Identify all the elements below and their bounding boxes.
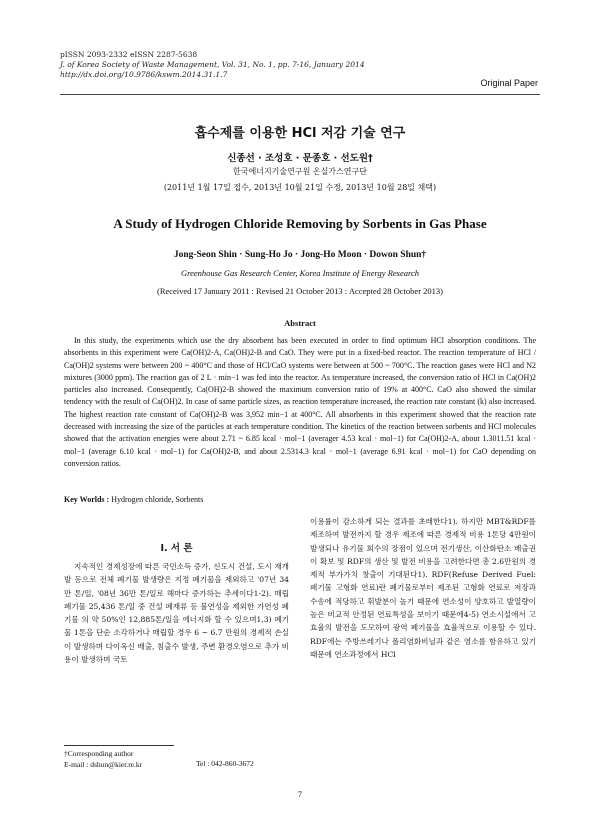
- keywords-value: Hydrogen chloride, Sorbents: [111, 495, 204, 504]
- page-number: 7: [298, 790, 302, 799]
- korean-authors: 신종선 · 조성호 · 문종호 · 선도원†: [227, 153, 373, 164]
- author-email[interactable]: E-mail : dshun@kier.re.kr: [64, 760, 143, 769]
- keywords-label: Key Worlds :: [64, 495, 110, 504]
- issn: pISSN 2093-2332 eISSN 2287-5638: [60, 50, 198, 59]
- english-dates: (Received 17 January 2011 : Revised 21 October 2013 : Accepted 28 October 2013): [156, 286, 443, 296]
- korean-title: 흡수제를 이용한 HCl 저감 기술 연구: [194, 126, 406, 141]
- korean-dates: (2011년 1월 17일 접수, 2013년 10월 21일 수정, 2013년 10월 28일 채택): [163, 183, 437, 192]
- korean-affiliation: 한국에너지기술연구원 온실가스연구단: [233, 167, 367, 176]
- english-affiliation: Greenhouse Gas Research Center, Korea Institute of Energy Research: [180, 268, 420, 278]
- footnote: [64, 748, 142, 770]
- author-tel: Tel : 042-860-3672: [196, 759, 254, 768]
- body-text-left: 지속적인 경제성장에 따른 국민소득 증가, 신도시 건설, 도시 재개발 등으로 전체 폐기물 발생량은 지정 폐기물을 제외하고 '07년 34만 톤/일, '08년 36만 톤/일로 해마다 증가하는 추세이다1-2). 매립폐기물 25,436 톤/일 중 건설 폐재류 등 불연성을 제외한 가연성 폐기물 의 약 50%인 12,885톤/일을 에너지화 할 수 있으며1,3) 폐기물 1톤을 단순 소각하거나 매립할 경우 6 ~ 6.7 만원의 경제적 손실이 발생하며 다이옥신 배출, 침출수 발생, 주변 환경오염으로 추가 비용이 발생하며 국토: [64, 562, 289, 665]
- section-heading: I. 서 론: [160, 543, 193, 554]
- english-title: A Study of Hydrogen Chloride Removing by Sorbents in Gas Phase: [113, 216, 487, 231]
- header-divider: [60, 94, 540, 95]
- keywords: [64, 495, 203, 504]
- corresponding-author: †Corresponding author: [64, 749, 134, 758]
- footnote-divider: [64, 745, 174, 746]
- doi-link[interactable]: http://dx.doi.org/10.9786/kswm.2014.31.1.7: [60, 70, 228, 79]
- abstract-heading: Abstract: [284, 318, 316, 328]
- abstract-text: In this study, the experiments which use the dry absorbent has been executed in order to find optimum HCl absorption conditions. The absorbents in this experiment were Ca(OH)2-A, Ca(OH)2-B and CaO. They were put in a fixed-bed reactor. The reaction temperature of HCl / Ca(OH)2 systems were between 200 ~ 400°C and those of HCl/CaO systems were between at 500 ~ 700°C. The reaction gases were HCl and N2 mixtures (3000 ppm). The reaction gas of 2 L · min−1 was fed into the reactor. As temperature increased, the conversion ratio of HCl in Ca(OH)2 particles also increased. Consequently, Ca(OH)2-B showed the maximum conversion ratio of 19% at 400°C. CaO also showed the similar tendency with the result of Ca(OH)2. In case of same particle sizes, as reaction temperature increased, the reaction rate constant (k) also increased. The highest reaction rate constant of Ca(OH)2-B was 3,952 min−1 at 400°C. All absorbents in this experiment showed that the reaction rate decreased with increasing the size of the particles at each temperature condition. The kinetics of the reaction between sorbents and HCl molecules showed that the activation energies were about 2.71 ~ 6.85 kcal · mol−1 (averager 4.53 kcal · mol−1) for Ca(OH)2-A, about 1.3011.51 kcal · mol−1 (average 6.10 kcal · mol−1) for Ca(OH)2-B, and about 2.5314.3 kcal · mol−1 (average 6.91 kcal · mol−1) for CaO depending on conversion ratios.: [64, 336, 536, 468]
- journal-header: [60, 50, 365, 80]
- english-authors: Jong-Seon Shin · Sung-Ho Jo · Jong-Ho Moon · Dowon Shun†: [173, 250, 427, 260]
- paper-type: Original Paper: [480, 78, 538, 88]
- body-text-right: 이용률이 감소하게 되는 결과를 초래한다1). 하지만 MBT&RDF를 제조하여 발전까지 할 경우 제조에 따른 경제적 비용 1톤당 4만원이 발생되나 유기물 회수의 장점이 있으며 전기생산, 이산화탄소 배출권이 확보 및 RDF의 생산 및 발전 비용을 고려한다면 총 2.6만원의 경제적 부가가치 창출이 기대된다1). RDF(Refuse Derived Fuel: 폐기물 고형화 연료)란 폐기물로부터 제조된 고형화 연료로 저장과 수송에 적당하고 휘발분이 높기 때문에 연소성이 양호하고 발열량이 높은 비교적 안정된 연료특성을 보이기 때문에4-5) 연소시설에서 고효율의 발전을 도모하여 광역 폐기물을 효율적으로 이용할 수 있다. RDF에는 주방쓰레기나 폴리염화비닐과 같은 염소를 함유하고 있기 때문에 연소과정에서 HCl: [310, 517, 536, 659]
- journal-citation: J. of Korea Society of Waste Management, Vol. 31, No. 1, pp. 7-16, January 2014: [60, 60, 365, 69]
